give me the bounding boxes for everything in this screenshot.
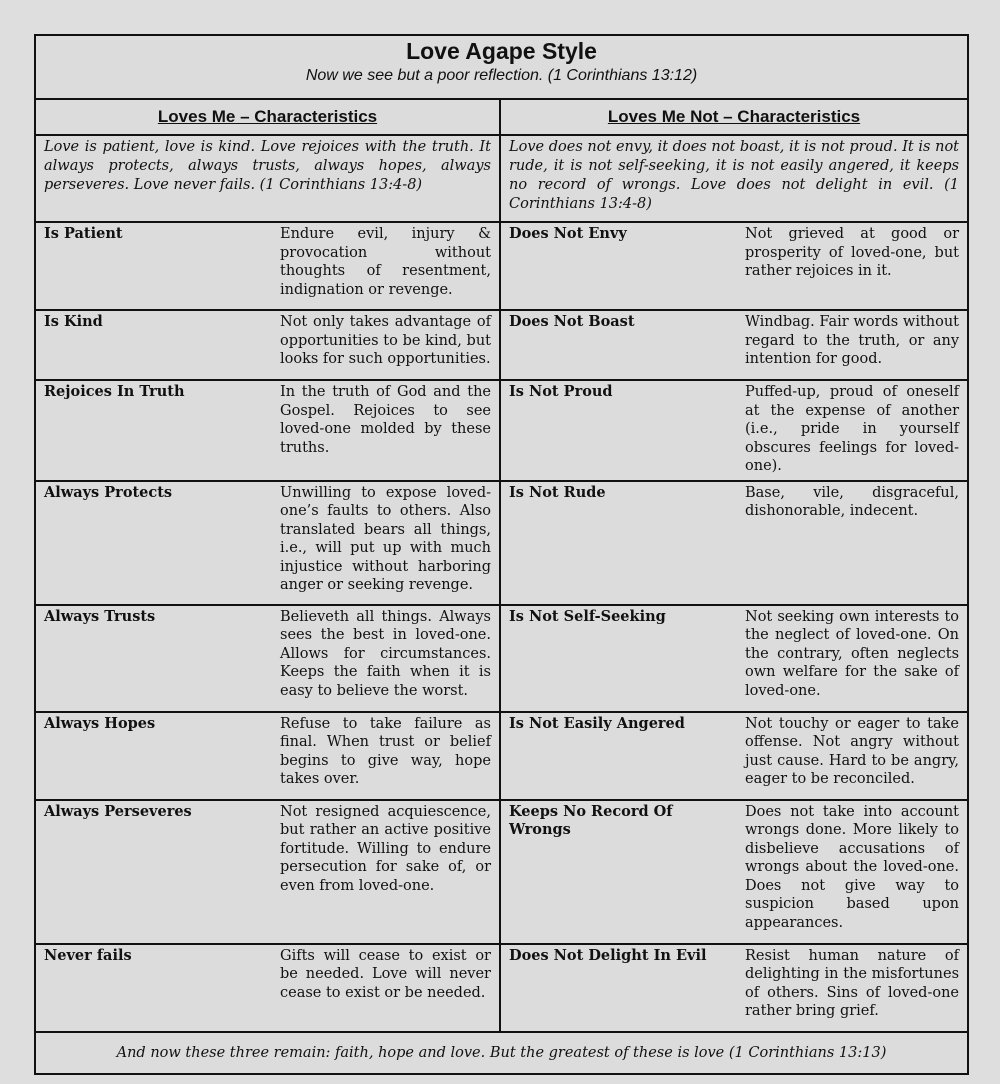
table-row-left	[35, 605, 500, 712]
trait-description: Endure evil, injury & provocation without thoughts of resentment, indignation or revenge.	[280, 226, 491, 298]
table-row-left	[35, 310, 500, 380]
table-row-right	[500, 712, 968, 800]
trait-description: In the truth of God and the Gospel. Rejoices to see loved-one molded by these truths.	[280, 384, 491, 456]
table-row-left	[35, 712, 500, 800]
trait-name: Is Not Easily Angered	[509, 714, 685, 732]
trait-name: Always Perseveres	[44, 802, 192, 820]
trait-name: Is Not Self-Seeking	[509, 607, 666, 625]
trait-name: Does Not Delight In Evil	[509, 946, 707, 964]
trait-description: Not seeking own interests to the neglect of loved-one. On the contrary, often neglects own welfare for the sake of loved-one.	[745, 608, 960, 699]
trait-name: Always Hopes	[44, 714, 156, 732]
trait-description: Does not take into account wrongs done. More likely to disbelieve accusations of wrongs about the loved-one. Does not give way to suspicion based upon appearances.	[745, 803, 960, 931]
trait-description: Believeth all things. Always sees the best in loved-one. Allows for circumstances. Keeps the faith when it is easy to believe the worst.	[280, 608, 491, 699]
trait-name: Keeps No Record Of Wrongs	[509, 802, 673, 838]
table-row-right	[500, 380, 968, 481]
table-row-right	[500, 605, 968, 712]
trait-name: Never fails	[44, 946, 132, 964]
trait-name: Always Trusts	[44, 607, 156, 625]
trait-description: Not touchy or eager to take offense. Not angry without just cause. Hard to be angry, eager to be reconciled.	[745, 715, 960, 787]
closing-scripture-footer: And now these three remain: faith, hope and love. But the greatest of these is love (1 Corinthians 13:13)	[35, 1032, 968, 1074]
table-row-right	[500, 944, 968, 1032]
table-row-right	[500, 310, 968, 380]
page-title: Love Agape Style	[406, 38, 597, 64]
table-row-right	[500, 222, 968, 310]
right-scripture-quote: Love does not envy, it does not boast, it is not proud. It is not rude, it is not self-seeking, it is not easily angered, it keeps no record of wrongs. Love does not delight in evil. (1 Corinthians 13:4-8)	[500, 135, 968, 222]
title-cell	[35, 35, 968, 99]
left-column-header: Loves Me – Characteristics	[35, 99, 500, 135]
table-row-left	[35, 380, 500, 481]
trait-name: Always Protects	[44, 483, 173, 501]
trait-description: Not grieved at good or prosperity of loved-one, but rather rejoices in it.	[745, 226, 960, 279]
trait-description: Base, vile, disgraceful, dishonorable, indecent.	[745, 484, 960, 519]
table-row-right	[500, 481, 968, 605]
left-scripture-quote: Love is patient, love is kind. Love rejoices with the truth. It always protects, always trusts, always hopes, always perseveres. Love never fails. (1 Corinthians 13:4-8)	[35, 135, 500, 222]
table-row-left	[35, 222, 500, 310]
table-row-left	[35, 944, 500, 1032]
trait-name: Is Patient	[44, 225, 123, 242]
trait-description: Windbag. Fair words without regard to the truth, or any intention for good.	[745, 314, 960, 367]
trait-description: Unwilling to expose loved-one’s faults to others. Also translated bears all things, i.e., will put up with much injustice without harboring anger or seeking revenge.	[280, 484, 491, 593]
trait-name: Is Kind	[44, 313, 103, 330]
trait-description: Gifts will cease to exist or be needed. Love will never cease to exist or be needed.	[280, 947, 491, 1001]
table-row-left	[35, 800, 500, 944]
right-column-header: Loves Me Not – Characteristics	[500, 99, 968, 135]
page-subtitle: Now we see but a poor reflection. (1 Corinthians 13:12)	[305, 67, 698, 84]
love-agape-table	[34, 34, 969, 1075]
trait-description: Puffed-up, proud of oneself at the expense of another (i.e., pride in yourself obscures feelings for loved-one).	[745, 384, 960, 474]
trait-description: Resist human nature of delighting in the misfortunes of others. Sins of loved-one rather bring grief.	[745, 947, 960, 1019]
trait-name: Is Not Rude	[509, 483, 606, 501]
trait-name: Rejoices In Truth	[44, 383, 185, 400]
trait-name: Is Not Proud	[509, 383, 613, 400]
trait-description: Not only takes advantage of opportunities to be kind, but looks for such opportunities.	[280, 314, 491, 367]
trait-description: Not resigned acquiescence, but rather an active positive fortitude. Willing to endure persecution for sake of, or even from loved-one.	[280, 803, 491, 894]
trait-description: Refuse to take failure as final. When trust or belief begins to give way, hope takes over.	[280, 715, 491, 787]
trait-name: Does Not Envy	[509, 225, 627, 242]
table-row-right	[500, 800, 968, 944]
trait-name: Does Not Boast	[509, 313, 635, 330]
table-row-left	[35, 481, 500, 605]
